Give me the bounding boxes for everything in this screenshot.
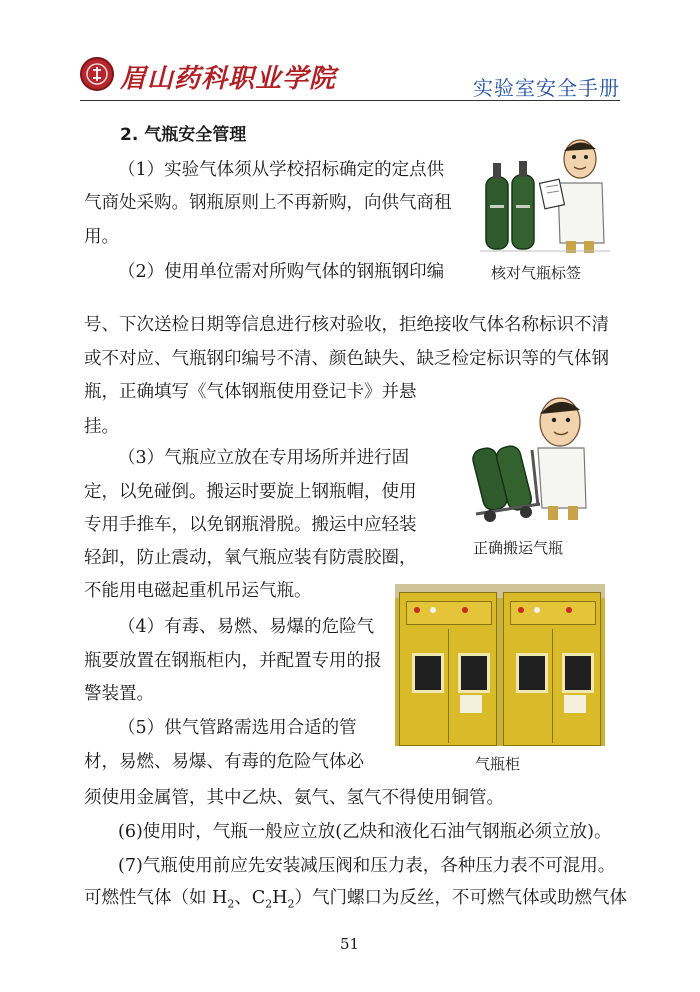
cabinet-unit [503,592,601,746]
manual-title: 实验室安全手册 [473,76,620,100]
body-line: （3）气瓶应立放在专用场所并进行固 [118,448,410,468]
cabinet-photo [395,584,605,746]
page-header [80,52,620,100]
body-line: 瓶要放置在钢瓶柜内，并配置专用的报 [84,651,382,671]
cylinder-check-illustration [480,133,610,255]
indicator-light-icon [566,607,572,613]
body-line: 定，以免碰倒。搬运时要旋上钢瓶帽，使用 [84,482,417,502]
body-line: （4）有毒、易燃、易爆的危险气 [118,617,375,637]
body-line: 须使用金属管，其中乙炔、氨气、氢气不得使用铜管。 [84,788,504,808]
door-window [458,653,490,693]
body-line: 专用手推车，以免钢瓶滑脱。搬运中应轻装 [84,515,417,535]
school-seal-icon [80,57,114,91]
door-seam [448,629,449,743]
warning-label [564,695,586,713]
body-line: 警装置。 [84,684,154,704]
body-line: 材，易燃、易爆、有毒的危险气体必 [84,752,364,772]
body-line: （5）供气管路需选用合适的管 [118,718,357,738]
indicator-light-icon [462,607,468,613]
body-line: 用。 [84,227,119,247]
warning-label [460,695,482,713]
figure-caption: 正确搬运气瓶 [473,539,564,557]
body-line: 不能用电磁起重机吊运气瓶。 [84,581,312,601]
indicator-light-icon [430,607,436,613]
body-line: 瓶，正确填写《气体钢瓶使用登记卡》并悬 [84,382,417,402]
door-seam [552,629,553,743]
indicator-light-icon [534,607,540,613]
door-window [412,653,444,693]
page-number: 51 [340,935,360,953]
body-line: 气商处采购。钢瓶原则上不再新购，向供气商租 [84,193,452,213]
figure-caption: 气瓶柜 [475,755,521,773]
figure-caption: 核对气瓶标签 [491,264,582,282]
body-line: （1）实验气体须从学校招标确定的定点供 [118,160,445,180]
figure-check-label [480,133,610,255]
door-window [562,653,594,693]
body-line: 或不对应、气瓶钢印编号不清、颜色缺失、缺乏检定标识等的气体钢 [84,349,609,369]
control-panel [510,601,596,625]
body-line: 号、下次送检日期等信息进行核对验收，拒绝接收气体名称标识不清 [84,315,609,335]
body-line: （2）使用单位需对所购气体的钢瓶钢印编 [118,262,445,282]
section-heading: 2. 气瓶安全管理 [120,125,247,145]
cabinet-unit [399,592,497,746]
control-panel [406,601,492,625]
body-line: 轻卸，防止震动，氧气瓶应装有防震胶圈， [84,548,417,568]
body-line: (7)气瓶使用前应先安装减压阀和压力表，各种压力表不可混用。 [118,856,616,876]
school-name: 眉山药科职业学院 [120,64,337,94]
header-divider [80,100,620,101]
cylinder-cart-illustration [468,388,608,526]
body-line-formula: 可燃性气体（如 $H_2$、$C_2H_2$）气门螺口为反丝，不可燃气体或助燃气体 [84,888,627,911]
indicator-light-icon [414,607,420,613]
door-window [516,653,548,693]
figure-move-cylinder [468,388,608,526]
body-line: (6)使用时，气瓶一般应立放(乙炔和液化石油气钢瓶必须立放)。 [118,822,612,842]
indicator-light-icon [518,607,524,613]
body-line: 挂。 [84,417,119,437]
